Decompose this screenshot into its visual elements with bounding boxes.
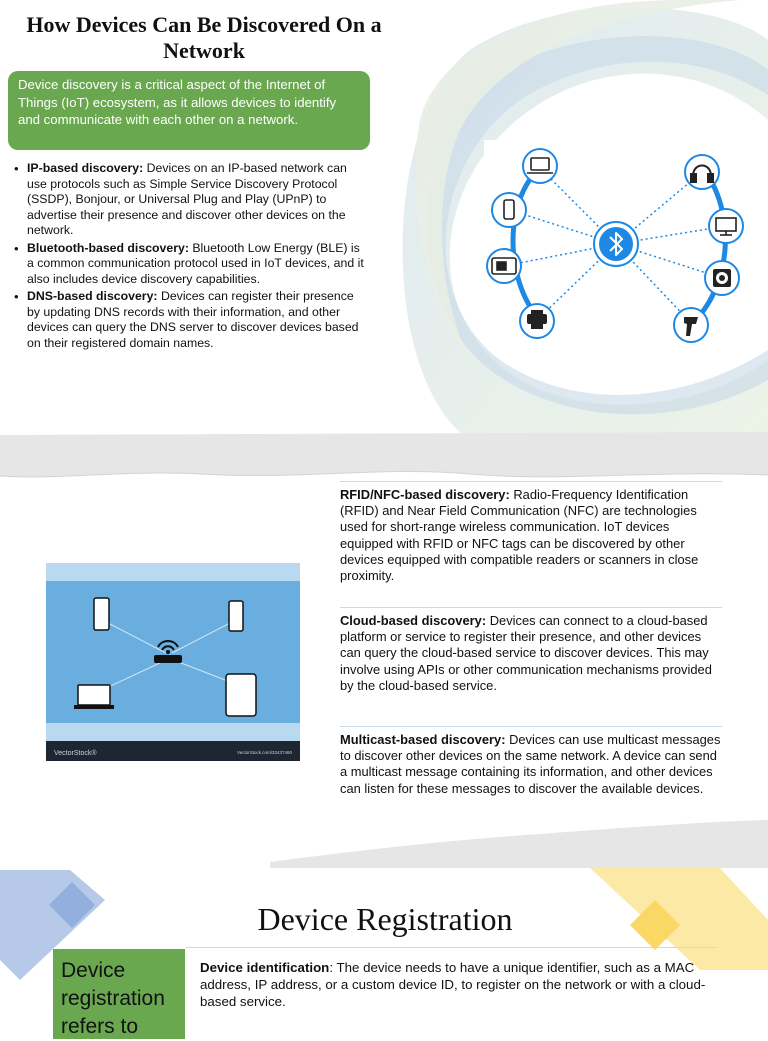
item-text: Devices can connect to a cloud-based platform or service to register their presence, and other devices can query the cloud-based service to discover devices. This may involve using APIs or other communication mechanisms provided by the cloud-based service. bbox=[340, 613, 712, 693]
bullet-label: DNS-based discovery: bbox=[27, 289, 158, 303]
item-label: RFID/NFC-based discovery: bbox=[340, 487, 510, 502]
watermark-logo: VectorStock® bbox=[54, 750, 97, 757]
bullet-text: Devices can register their presence by updating DNS records with their information, and other devices can query the DNS server to discover devices based on their registered domain names. bbox=[27, 289, 359, 350]
item-label: Cloud-based discovery: bbox=[340, 613, 487, 628]
divider bbox=[186, 947, 716, 948]
bullet-text: Bluetooth Low Energy (BLE) is a common communication protocol used in IoT devices, and it also includes device discovery capabilities. bbox=[27, 240, 364, 286]
divider bbox=[340, 481, 722, 482]
rfid-nfc-paragraph bbox=[340, 487, 722, 584]
image-id: VectorStock.com/32437460 bbox=[236, 750, 292, 755]
divider bbox=[340, 726, 722, 727]
device-identification-paragraph bbox=[200, 959, 720, 1010]
item-label: Device identification bbox=[200, 960, 330, 975]
item-text: Devices can use multicast messages to discover other devices on the same network. A device can send a multicast message containing its information, and other devices can listen for these messages to discover the available devices. bbox=[340, 732, 721, 796]
bullet-text: Devices on an IP-based network can use protocols such as Simple Service Discovery Protocol (SSDP), Bonjour, or Universal Plug and Play (UPnP) to advertise their presence and discover other devices on the network. bbox=[27, 161, 347, 237]
list-item bbox=[14, 289, 366, 351]
divider bbox=[340, 607, 722, 608]
item-text: : The device needs to have a unique identifier, such as a MAC address, IP address, or a custom device ID, to register on the network or with a cloud-based service. bbox=[200, 960, 706, 1009]
item-label: Multicast-based discovery: bbox=[340, 732, 506, 747]
wifi-network-illustration bbox=[46, 563, 300, 761]
bullet-label: Bluetooth-based discovery: bbox=[27, 240, 189, 255]
cloud-paragraph bbox=[340, 613, 722, 694]
bullet-label: IP-based discovery: bbox=[27, 161, 144, 175]
intro-callout: Device discovery is a critical aspect of the Internet of Things (IoT) ecosystem, as it allows devices to identify and communicate with each other on a network. bbox=[8, 71, 370, 150]
item-text: Radio-Frequency Identification (RFID) and Near Field Communication (NFC) are technologies used for short-range wireless communication. IoT devices equipped with RFID or NFC tags can be discovered by other devices equipped with compatible readers or scanners in close proximity. bbox=[340, 487, 699, 584]
multicast-paragraph bbox=[340, 732, 722, 797]
discovery-bullet-list bbox=[14, 161, 366, 353]
page-title: How Devices Can Be Discovered On a Network bbox=[26, 12, 382, 63]
definition-callout: Device registration refers to bbox=[53, 949, 185, 1039]
bluetooth-network-diagram bbox=[484, 140, 748, 345]
list-item bbox=[14, 161, 366, 239]
speaker-icon bbox=[713, 269, 731, 287]
list-item bbox=[14, 241, 366, 288]
section-title: Device Registration bbox=[257, 901, 513, 937]
